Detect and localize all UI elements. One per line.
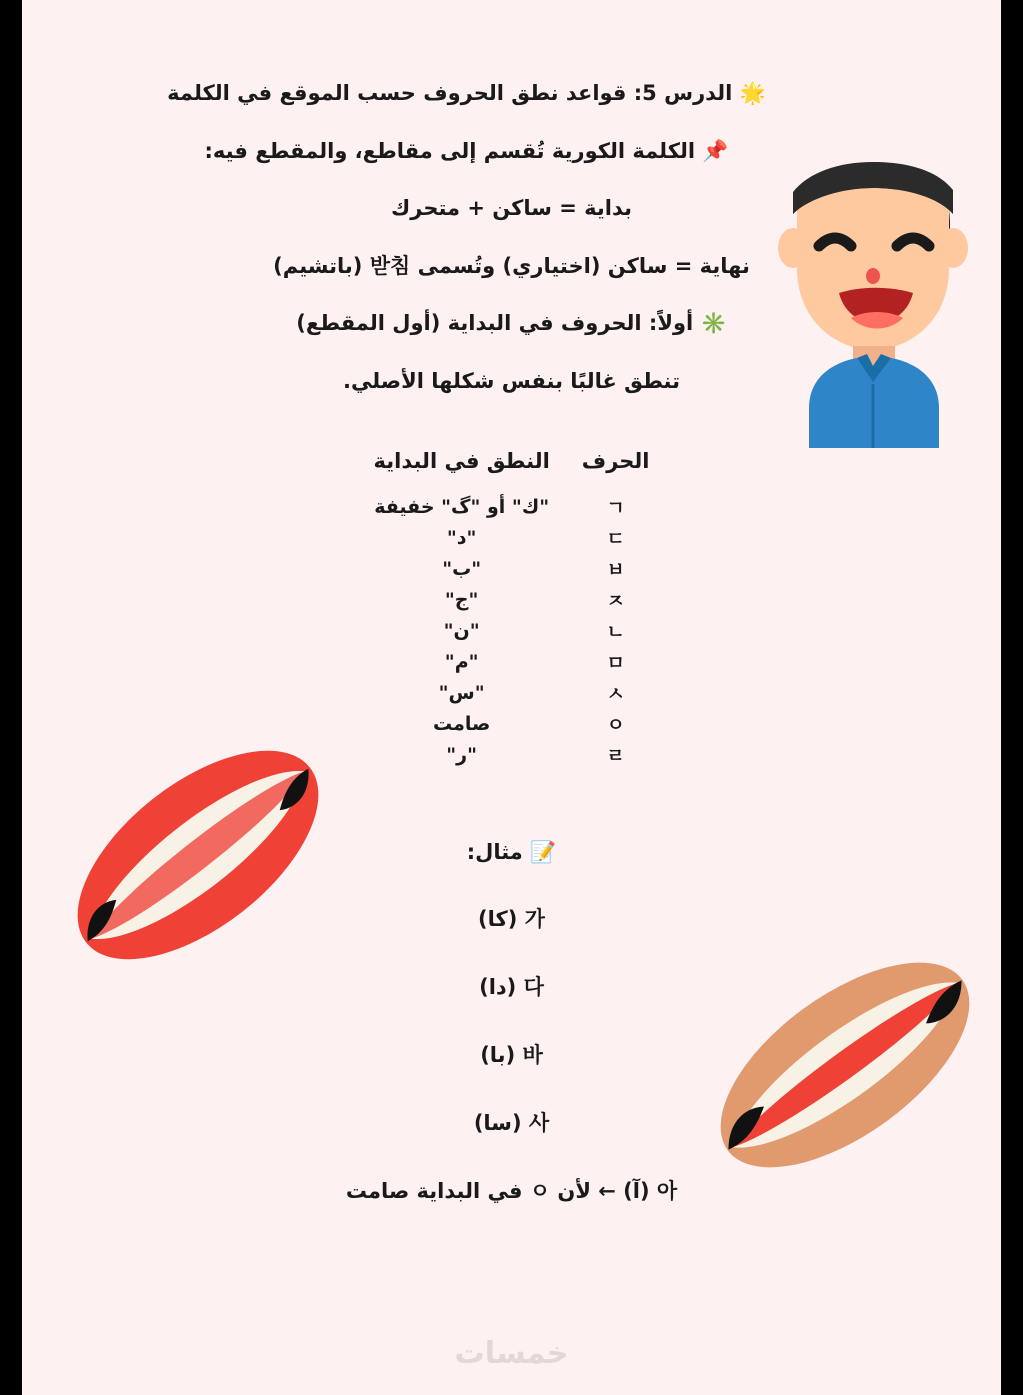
table-cell-letter: ㄷ [606,528,625,550]
lesson-intro: 📌 الكلمة الكورية تُقسم إلى مقاطع، والمقطع فيه: [204,138,729,163]
table-cell-sound: صامت [432,712,491,735]
example-item: 사 (سا) [473,1111,550,1135]
table-cell-letter: ㅁ [606,652,625,674]
rule-end: نهاية = ساكن (اختياري) وتُسمى 받침 (باتشيم) [273,253,750,278]
section-first-heading: ✳️ أولاً: الحروف في البداية (أول المقطع) [296,311,727,335]
table-cell-sound: "ب" [442,557,482,580]
pronunciation-table-wrap [0,449,1023,770]
table-row [358,522,666,553]
table-cell-sound: "ج" [444,588,479,611]
table-cell-sound: "ك" أو "گ" خفيفة [374,495,550,518]
pronunciation-table [358,449,666,770]
table-cell-letter: ㄴ [606,621,625,643]
table-row [358,615,666,646]
table-cell-sound: "د" [446,526,477,549]
table-cell-sound: "ر" [446,743,478,766]
table-row [358,553,666,584]
table-row [358,677,666,708]
page-left-edge [0,0,22,1395]
table-cell-sound: "م" [444,650,479,673]
table-body [358,491,666,770]
page-right-edge [1001,0,1023,1395]
table-cell-letter: ㅅ [606,683,625,705]
watermark: خمسات [454,1336,569,1371]
table-header-row [358,449,666,491]
examples-heading: 📝 مثال: [466,840,557,864]
table-row [358,491,666,522]
example-item: 아 (آ) ← لأن ㅇ في البداية صامت [345,1179,678,1203]
table-cell-letter: ㄱ [606,497,625,519]
section-first-note: تنطق غالبًا بنفس شكلها الأصلي. [342,368,681,393]
table-header-sound: النطق في البداية [373,449,550,473]
table-header-letter: الحرف [581,449,650,473]
example-item: 바 (با) [480,1043,543,1067]
table-cell-sound: "س" [438,681,485,704]
example-item: 가 (كا) [478,907,545,931]
rule-start: بداية = ساكن + متحرك [391,196,632,220]
table-cell-letter: ㅂ [606,559,625,581]
table-cell-letter: ㄹ [606,745,625,767]
table-cell-letter: ㅈ [606,590,625,612]
table-row [358,739,666,770]
table-cell-letter: ㅇ [606,714,625,736]
table-cell-sound: "ن" [443,619,480,642]
example-item: 다 (دا) [479,975,544,999]
table-row [358,646,666,677]
lesson-title: 🌟 الدرس 5: قواعد نطق الحروف حسب الموقع في الكلمة [167,81,766,105]
table-row [358,708,666,739]
table-row [358,584,666,615]
